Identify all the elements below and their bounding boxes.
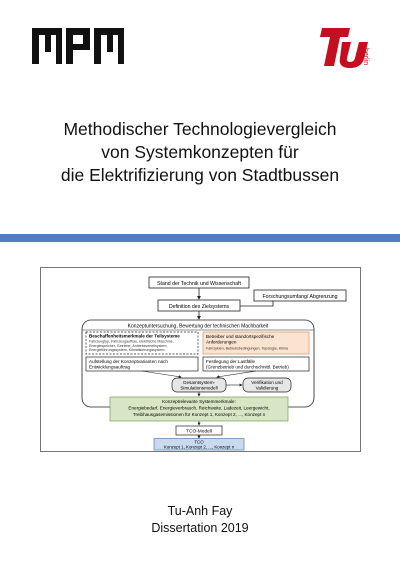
accent-bar (0, 234, 400, 242)
text-beschaffenheit-title: Beschaffenheitsmerkmale der Teilsysteme (89, 333, 180, 339)
text-betreiber-sub: Fahrzyklen, Betriebsbedingungen, Topologie, Klima (206, 346, 288, 351)
text-tco-modell: TCO-Modell (186, 429, 212, 435)
mpm-logo (32, 28, 124, 64)
text-systemmerkmale-line-2: Energiebedarf, Energieverbrauch, Reichweite, Ladezeit, Leergewicht, (128, 405, 270, 411)
dissertation-year: Dissertation 2019 (151, 521, 249, 535)
title-line-1: Methodischer Technologievergleich (63, 119, 337, 139)
text-konzeptuntersuchung: Konzeptuntersuchung, Bewertung der technischen Machbarkeit (127, 323, 269, 330)
text-forschungsumfang: Forschungsumfang/ Abgrenzung (262, 293, 338, 300)
text-betreiber-line-2: Anforderungen (206, 339, 237, 345)
text-festlegung-line-2: (Grenzbetrieb und durchschnittl. Betrieb) (206, 364, 289, 370)
text-definition-zielsystem: Definition des Zielsystems (168, 303, 230, 310)
tu-berlin-wordmark: berlin (362, 48, 369, 66)
text-beschaffenheit-line-1: Fahrzeugtyp, Fahrzeugaufbau, elektrische Maschine, (89, 339, 174, 344)
title-line-3: die Elektrifizierung von Stadtbussen (60, 165, 340, 185)
tu-berlin-logo (320, 26, 372, 68)
text-betreiber-line-1: Betreiber und standortspezifische (206, 334, 275, 339)
methodology-diagram (41, 268, 360, 451)
text-gesamtsystem-line-1: Gesamtsystem- (182, 379, 216, 385)
author-block (0, 503, 400, 537)
text-aufstellung-line-2: Entwicklungsauftrag (89, 364, 131, 370)
text-aufstellung-line-1: Aufstellung der Konzeptvarianten nach (89, 358, 168, 364)
text-gesamtsystem-line-2: Simulationsmodell (180, 385, 218, 391)
text-tco-line-1: TCO (194, 439, 204, 445)
text-stand-der-technik: Stand der Technik und Wissenschaft (157, 280, 241, 287)
text-systemmerkmale-line-1: Konzeptrelevante Systemmerkmale: (162, 399, 236, 404)
text-beschaffenheit-line-2: Energiespeicher, Getriebe, Antriebsverteilsystem, (89, 343, 168, 348)
text-systemmerkmale-line-3: Treibhausgasemissionen für Konzept 1, Konzept 2, ..., Konzept n (132, 412, 266, 417)
text-tco-line-2: Konzept 1, Konzept 2, ..., Konzept n (163, 444, 235, 450)
text-beschaffenheit-line-3: Energieführungssystem, Klimatisierungssystem (89, 348, 165, 353)
text-verifikation-line-1: Verifikation und (251, 379, 283, 385)
text-verifikation-line-2: Validierung (255, 385, 279, 391)
methodology-diagram-frame (40, 267, 361, 452)
book-title (0, 118, 400, 187)
text-festlegung-line-1: Festlegung der Lastfälle (206, 358, 256, 364)
title-line-2: von Systemkonzepten für (101, 142, 299, 162)
author-name: Tu-Anh Fay (167, 504, 233, 518)
